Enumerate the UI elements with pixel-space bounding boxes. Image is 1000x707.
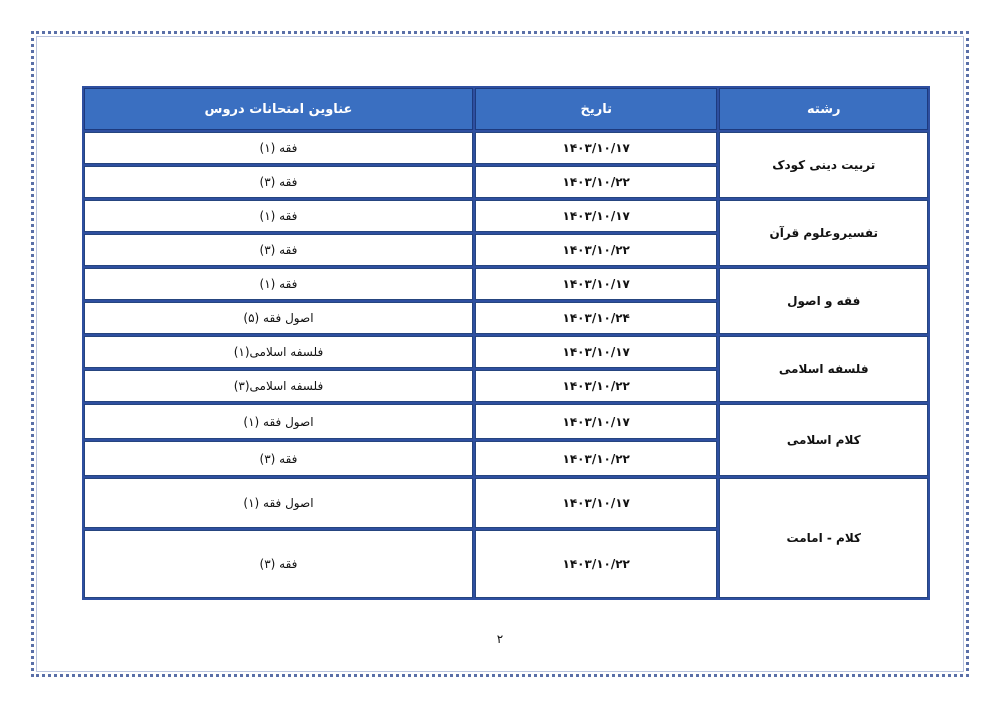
course-cell: فقه (۳)	[84, 530, 473, 598]
date-cell: ۱۴۰۳/۱۰/۲۲	[475, 234, 718, 266]
course-cell: فلسفه اسلامی(۳)	[84, 370, 473, 402]
table-row	[84, 200, 928, 232]
date-cell: ۱۴۰۳/۱۰/۲۴	[475, 302, 718, 334]
course-cell: فقه (۳)	[84, 234, 473, 266]
course-cell: فقه (۱)	[84, 268, 473, 300]
date-cell: ۱۴۰۳/۱۰/۱۷	[475, 478, 718, 528]
table-header-row	[84, 88, 928, 130]
header-date: تاریخ	[475, 88, 718, 130]
date-cell: ۱۴۰۳/۱۰/۱۷	[475, 200, 718, 232]
course-cell: اصول فقه (۱)	[84, 404, 473, 439]
date-cell: ۱۴۰۳/۱۰/۲۲	[475, 441, 718, 476]
table-row	[84, 268, 928, 300]
course-cell: اصول فقه (۵)	[84, 302, 473, 334]
page-number: ۲	[496, 632, 504, 646]
course-cell: فقه (۳)	[84, 441, 473, 476]
date-cell: ۱۴۰۳/۱۰/۱۷	[475, 404, 718, 439]
course-cell: فقه (۳)	[84, 166, 473, 198]
date-cell: ۱۴۰۳/۱۰/۱۷	[475, 336, 718, 368]
exam-schedule-table	[82, 86, 930, 600]
course-cell: فقه (۱)	[84, 132, 473, 164]
field-cell: فقه و اصول	[719, 268, 928, 334]
course-cell: اصول فقه (۱)	[84, 478, 473, 528]
table-row	[84, 336, 928, 368]
header-courses: عناوین امتحانات دروس	[84, 88, 473, 130]
date-cell: ۱۴۰۳/۱۰/۲۲	[475, 166, 718, 198]
date-cell: ۱۴۰۳/۱۰/۲۲	[475, 370, 718, 402]
field-cell: کلام اسلامی	[719, 404, 928, 476]
field-cell: فلسفه اسلامی	[719, 336, 928, 402]
table-row	[84, 478, 928, 528]
course-cell: فلسفه اسلامی(۱)	[84, 336, 473, 368]
course-cell: فقه (۱)	[84, 200, 473, 232]
header-field: رشته	[719, 88, 928, 130]
date-cell: ۱۴۰۳/۱۰/۱۷	[475, 268, 718, 300]
field-cell: تربیت دینی کودک	[719, 132, 928, 198]
field-cell: کلام - امامت	[719, 478, 928, 598]
field-cell: تفسیروعلوم قرآن	[719, 200, 928, 266]
table-row	[84, 132, 928, 164]
date-cell: ۱۴۰۳/۱۰/۲۲	[475, 530, 718, 598]
date-cell: ۱۴۰۳/۱۰/۱۷	[475, 132, 718, 164]
table-row	[84, 404, 928, 439]
